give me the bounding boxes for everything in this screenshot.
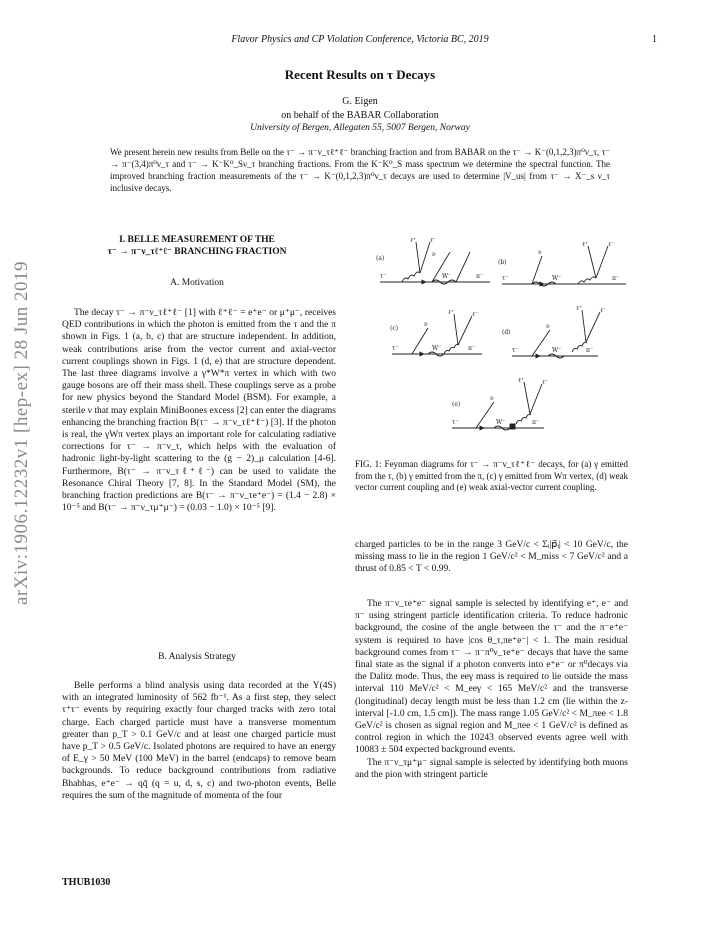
collaboration-line: on behalf of the BABAR Collaboration — [281, 110, 439, 121]
label-pi-a: π⁻ — [476, 273, 484, 280]
label-nu-a: ν — [432, 251, 436, 258]
panel-label-a: (a) — [376, 255, 385, 262]
running-header: Flavor Physics and CP Violation Conference, Victoria BC, 2019 — [231, 34, 489, 45]
label-tau-d: τ⁻ — [512, 347, 519, 354]
label-lminus-a: ℓ⁻ — [430, 237, 437, 244]
page-number: 1 — [652, 34, 657, 45]
panel-label-c: (c) — [390, 325, 399, 332]
label-lminus-e: ℓ⁻ — [542, 379, 549, 386]
label-w-e: W⁻ — [496, 419, 506, 426]
feynman-diagrams-figure — [372, 232, 628, 444]
label-nu-b: ν — [538, 249, 542, 256]
label-lplus-a: ℓ⁺ — [410, 237, 417, 244]
right-paragraph-1: charged particles to be in the range 3 GeV/c < Σᵢ|p⃗ᵢ| < 10 GeV/c, the missing mass to lie in the region 1 GeV/c² < M_miss < 7 GeV/c² and a thrust of 0.85 < T < 0.99. — [355, 540, 628, 575]
label-tau-a: τ⁻ — [380, 273, 387, 280]
paper-id-footer: THUB1030 — [62, 877, 111, 888]
right-paragraph-3: The π⁻ν_τμ⁺μ⁻ signal sample is selected by identifying both muons and the pion with stringent particle — [355, 757, 628, 780]
label-nu-e: ν — [490, 395, 494, 402]
label-pi-b: π⁻ — [612, 275, 620, 282]
label-pi-e: π⁻ — [532, 419, 540, 426]
motivation-text: The decay τ⁻ → π⁻ν_τℓ⁺ℓ⁻ [1] with ℓ⁺ℓ⁻ = e⁺e⁻ or μ⁺μ⁻, receives QED contributions in which the photon is emitted from the τ and the π shown in Figs. 1 (a, b, c) that are structure independent. In addition, weak contributions arise from the vector current and axial-vector current couplings shown in Figs. 1 (d, e) that are structure dependent. The last three diagrams involve a γ*W*π vertex in which with two gauge bosons are off their mass shell. These couplings serve as a probe for new physics beyond the Standard Model (BSM). For example, a sterile ν that may explain MiniBoones excess [2] can enter the diagrams enhancing the branching fraction B(τ⁻ → π⁻ν_τℓ⁺ℓ⁻) [3]. If the photon is real, the γWπ vertex plays an important role for calculating radiative corrections for τ⁻ → π⁻ν_τ, which helps with the evaluation of hadronic light-by-light scattering to the (g − 2)_μ calculation [4-6]. Furthermore, B(τ⁻ → π⁻ν_τℓ⁺ℓ⁻) can be used to validate the Resonance Chiral Theory [7, 8]. In the Standard Model (SM), the branching fraction predictions are B(τ⁻ → π⁻ν_τe⁺e⁻) = (1.4 − 2.8) × 10⁻⁵ and B(τ⁻ → π⁻ν_τμ⁺μ⁻) = (0.03 − 1.0) × 10⁻⁵ [9]. — [62, 308, 336, 514]
strategy-text: Belle performs a blind analysis using data recorded at the Υ(4S) with an integrated luminosity of 562 fb⁻¹. As a first step, they select τ⁺τ⁻ events by requiring exactly four charged tracks with zero total charge. Each charged particle must have a transverse momentum greater than p_T > 0.1 GeV/c and at least one charged particle must have p_T > 0.5 GeV/c. Isolated photons are required to have an energy of E_γ > 50 MeV (100 MeV) in the barrel (endcaps) to remove beam backgrounds. To reduce background contributions from radiative Bhabhas, e⁺e⁻ → qq̄ (q = u, d, s, c) and two-photon events, Belle requires the sum of the magnitude of momenta of the four — [62, 681, 336, 801]
right-paragraphs — [355, 598, 628, 781]
panel-label-e: (e) — [452, 401, 461, 408]
label-tau-c: τ⁻ — [392, 345, 399, 352]
label-lplus-b: ℓ⁺ — [582, 241, 589, 248]
diagram-b — [502, 246, 626, 286]
label-w-c: W⁻ — [432, 345, 442, 352]
right-paragraph-2: The π⁻ν_τe⁺e⁻ signal sample is selected by identifying e⁺, e⁻ and π⁻ using stringent particle identification criteria. To reduce hadronic background, the cosine of the angle between the τ⁻ and the π⁻e⁺e⁻ system is required to have |cos θ_τ,πe⁺e⁻| < 1. The main residual background comes from τ⁻ → π⁻π⁰ν_τe⁺e⁻ decays that have the same final state as the signal if a photon converts into e⁺e⁻ or π⁰decays via the Dalitz mode. Thus, the eeγ mass is required to lie outside the mass interval 110 MeV/c² < M_eeγ < 165 MeV/c² and the transverse (longitudinal) decay length must be less than 1.2 cm (lie within the z-interval [-1.0 cm, 1.5 cm]). The mass range 1.05 GeV/c² < M_πee < 1.8 GeV/c² is chosen as signal region and M_πee < 1 GeV/c² is defined as control region in which the 10243 observed events agree well with 10083 ± 504 expected background events. — [355, 599, 628, 756]
abstract: We present herein new results from Belle on the τ⁻ → π⁻ν_τℓ⁺ℓ⁻ branching fraction and from BABAR on the τ⁻ → K⁻(0,1,2,3)π⁰ν_τ, τ⁻ → π⁻(3,4)π⁰ν_τ and τ⁻ → K⁻K⁰_Sν_τ branching fractions. From the K⁻K⁰_S mass spectrum we determine the spectral function. The improved branching fraction measurements of the τ⁻ → K⁻(0,1,2,3)π⁰ν_τ decays are used to determine |V_us| from τ⁻ → X⁻_s ν_τ inclusive decays. — [110, 147, 610, 193]
strategy-paragraph — [62, 680, 336, 802]
arxiv-stamp: arXiv:1906.12232v1 [hep-ex] 28 Jun 2019 — [11, 260, 32, 606]
figure-caption: FIG. 1: Feynman diagrams for τ⁻ → π⁻ν_τℓ⁺ℓ⁻ decays, for (a) γ emitted from the τ, (b) γ emitted from the π, (c) γ emitted from Wπ vertex, (d) weak vector current coupling and (e) weak axial-vector current coupling. — [355, 459, 628, 493]
diagram-a — [380, 242, 490, 284]
panel-label-d: (d) — [502, 329, 511, 336]
label-lplus-d: ℓ⁺ — [576, 305, 583, 312]
label-pi-d: π⁻ — [586, 347, 594, 354]
motivation-paragraph — [62, 307, 336, 514]
subsection-analysis-strategy: B. Analysis Strategy — [158, 652, 236, 662]
label-lplus-c: ℓ⁺ — [448, 309, 455, 316]
label-nu-d: ν — [546, 323, 550, 330]
subsection-motivation: A. Motivation — [170, 278, 224, 288]
section-heading — [62, 234, 332, 258]
label-tau-e: τ⁻ — [452, 419, 459, 426]
label-w-b: W⁻ — [552, 275, 562, 282]
section-heading-line1: I. BELLE MEASUREMENT OF THE — [119, 235, 275, 245]
label-w-a: W⁻ — [442, 273, 452, 280]
label-tau-b: τ⁻ — [502, 275, 509, 282]
label-pi-c: π⁻ — [468, 345, 476, 352]
label-w-d: W⁻ — [552, 347, 562, 354]
label-nu-c: ν — [424, 321, 428, 328]
paper-title: Recent Results on τ Decays — [284, 67, 436, 82]
label-lminus-b: ℓ⁻ — [608, 241, 615, 248]
section-heading-line2: τ⁻ → π⁻ν_τℓ⁺ℓ⁻ BRANCHING FRACTION — [107, 247, 287, 257]
author: G. Eigen — [342, 96, 378, 107]
label-lplus-e: ℓ⁺ — [518, 377, 525, 384]
label-lminus-d: ℓ⁻ — [600, 307, 607, 314]
label-lminus-c: ℓ⁻ — [472, 311, 479, 318]
panel-label-b: (b) — [498, 259, 507, 266]
affiliation: University of Bergen, Allegaten 55, 5007 Bergen, Norway — [250, 123, 470, 133]
